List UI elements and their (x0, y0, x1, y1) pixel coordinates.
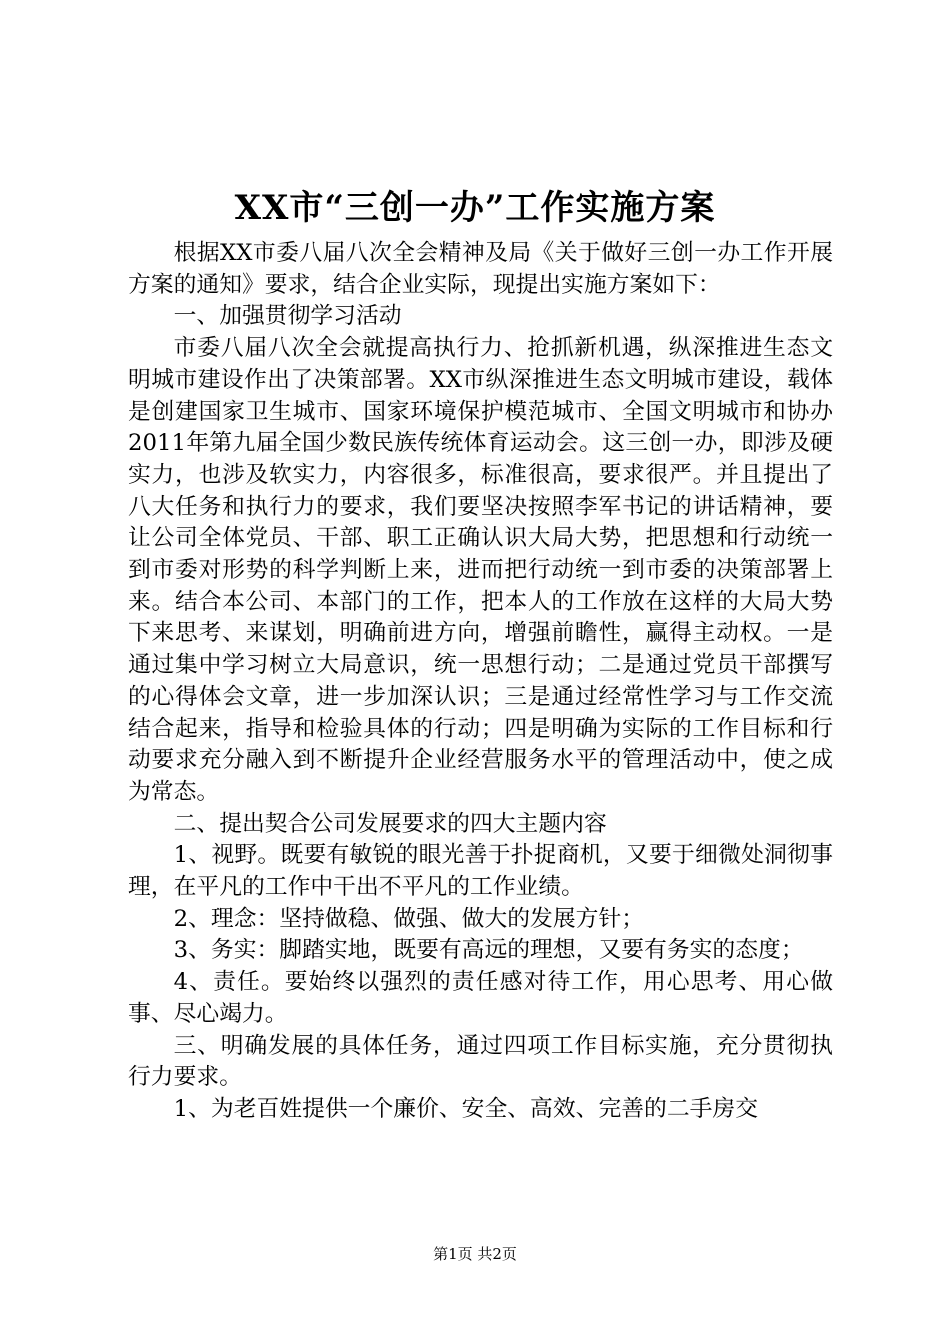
section-heading-3: 三、明确发展的具体任务，通过四项工作目标实施，充分贯彻执行力要求。 (128, 1032, 833, 1091)
paragraph-intro: 根据XX市委八届八次全会精神及局《关于做好三创一办工作开展方案的通知》要求，结合企业实际，现提出实施方案如下： (128, 240, 833, 298)
page-number-footer: 第1页 共2页 (433, 1245, 517, 1263)
list-item-responsibility: 4、责任。要始终以强烈的责任感对待工作，用心思考、用心做事、尽心竭力。 (128, 969, 833, 1027)
list-item-pragmatism: 3、务实：脚踏实地，既要有高远的理想，又要有务实的态度； (173, 937, 804, 964)
list-item-task-1: 1、为老百姓提供一个廉价、安全、高效、完善的二手房交 (173, 1095, 759, 1122)
section-heading-1: 一、加强贯彻学习活动 (173, 303, 402, 330)
list-item-vision: 1、视野。既要有敏锐的眼光善于扑捉商机，又要于细微处洞彻事理，在平凡的工作中干出不平凡的工作业绩。 (128, 842, 833, 901)
document-body (128, 238, 833, 1126)
list-item-concept: 2、理念：坚持做稳、做强、做大的发展方针； (173, 905, 645, 932)
document-title: XX市“三创一办”工作实施方案 (234, 188, 716, 228)
paragraph-section-1: 市委八届八次全会就提高执行力、抢抓新机遇，纵深推进生态文明城市建设作出了决策部署。XX市纵深推进生态文明城市建设，载体是创建国家卫生城市、国家环境保护模范城市、全国文明城市和协办2011年第九届全国少数民族传统体育运动会。这三创一办，即涉及硬实力，也涉及软实力，内容很多，标准很高，要求很严。并且提出了八大任务和执行力的要求，我们要坚决按照李军书记的讲话精神，要让公司全体党员、干部、职工正确认识大局大势，把思想和行动统一到市委对形势的科学判断上来，进而把行动统一到市委的决策部署上来。结合本公司、本部门的工作，把本人的工作放在这样的大局大势下来思考、来谋划，明确前进方向，增强前瞻性，赢得主动权。一是通过集中学习树立大局意识，统一思想行动；二是通过党员干部撰写的心得体会文章，进一步加深认识；三是通过经常性学习与工作交流结合起来，指导和检验具体的行动；四是明确为实际的工作目标和行动要求充分融入到不断提升企业经营服务水平的管理活动中，使之成为常态。 (128, 335, 833, 805)
section-heading-2: 二、提出契合公司发展要求的四大主题内容 (173, 810, 607, 837)
